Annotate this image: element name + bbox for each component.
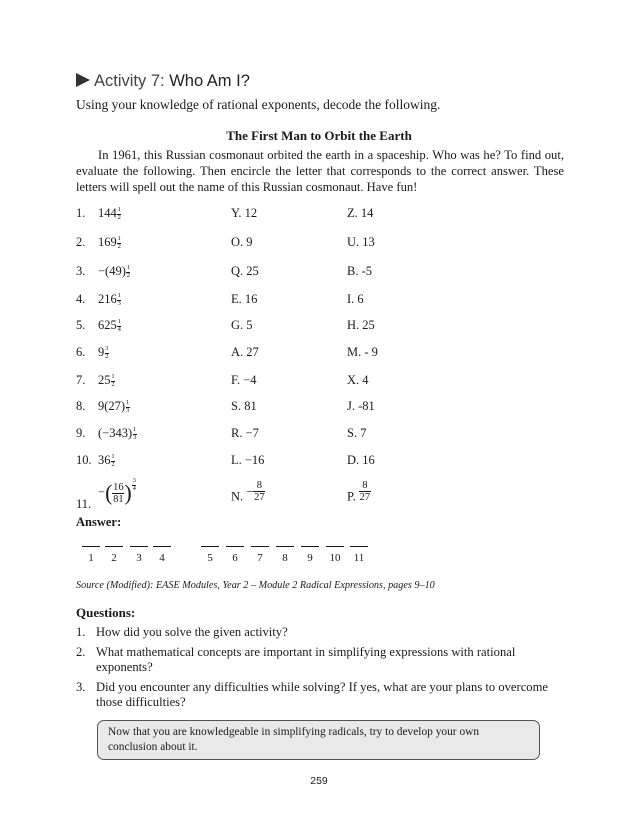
answer-blank[interactable] (105, 546, 123, 547)
expression-base: 36 (98, 453, 111, 467)
exponent-denominator: 2 (126, 272, 130, 279)
choice-b[interactable]: U. 13 (347, 235, 375, 249)
activity-title: Who Am I? (169, 72, 250, 90)
exponent-denominator: 2 (117, 243, 121, 250)
choice-numerator: 8 (256, 480, 262, 491)
conclusion-note (97, 720, 540, 760)
question-item (76, 625, 566, 640)
exponent-denominator: 2 (111, 381, 115, 388)
arrow-icon (76, 73, 90, 87)
problem-row (76, 426, 137, 441)
problem-number: 6. (76, 345, 86, 359)
exponent-numerator: 3 (105, 345, 109, 352)
exponent-numerator: 3 (132, 477, 136, 484)
problem-expression (98, 345, 109, 360)
question-text: What mathematical concepts are important in simplifying expressions with rational exponents? (96, 645, 516, 674)
problem-number: 3. (76, 264, 86, 278)
problem-expression (98, 292, 121, 307)
exponent-numerator: 1 (111, 373, 115, 380)
problem-expression (98, 264, 130, 279)
choice-b[interactable]: D. 16 (347, 453, 375, 467)
blank-number: 5 (207, 552, 213, 564)
activity-heading (76, 72, 250, 91)
exponent (117, 319, 121, 333)
source-citation: Source (Modified): EASE Modules, Year 2 – Module 2 Radical Expressions, pages 9–10 (76, 580, 435, 591)
expression-base: −(49) (98, 264, 126, 278)
choice-b[interactable]: M. - 9 (347, 345, 378, 359)
exponent-denominator: 2 (117, 214, 121, 221)
choice-a[interactable]: Q. 25 (231, 264, 259, 278)
choice-fraction (253, 480, 265, 503)
problem-row (76, 399, 130, 414)
problem-number: 9. (76, 426, 86, 440)
choice-a[interactable]: F. −4 (231, 373, 257, 387)
puzzle-subtitle: The First Man to Orbit the Earth (226, 128, 412, 143)
minus-sign: − (98, 485, 106, 499)
answer-blank[interactable] (82, 546, 100, 547)
answer-blank[interactable] (226, 546, 244, 547)
fraction-numerator: 16 (113, 481, 124, 493)
choice-a[interactable]: R. −7 (231, 426, 259, 440)
problem-expression (98, 453, 115, 468)
problem-number: 11. (76, 497, 92, 511)
choice-b[interactable]: H. 25 (347, 318, 375, 332)
note-text: Now that you are knowledgeable in simplifying radicals, try to develop your own conclusion about it. (108, 726, 480, 753)
problem-row (76, 292, 121, 307)
activity-number: Activity 7: (94, 72, 165, 90)
problem-expression (98, 399, 130, 414)
exponent (117, 207, 121, 221)
blank-number: 4 (159, 552, 165, 564)
exponent-numerator: 1 (117, 206, 121, 213)
answer-blank[interactable] (350, 546, 368, 547)
exponent-denominator: 3 (133, 434, 137, 441)
blank-number: 2 (111, 552, 117, 564)
choice-a[interactable]: A. 27 (231, 345, 259, 359)
answer-label: Answer: (76, 515, 122, 529)
problem-number: 4. (76, 292, 86, 306)
problem-number: 10. (76, 453, 92, 467)
fraction-denominator: 81 (113, 493, 124, 505)
exponent (105, 346, 109, 360)
problem-row (76, 453, 115, 468)
questions-title: Questions: (76, 605, 136, 620)
exponent (117, 293, 121, 307)
choice-a[interactable]: G. 5 (231, 318, 253, 332)
exponent-denominator: 3 (117, 300, 121, 307)
question-item (76, 680, 566, 710)
exponent-numerator: 1 (117, 235, 121, 242)
choice-b[interactable]: I. 6 (347, 292, 364, 306)
choice-b[interactable]: J. -81 (347, 399, 375, 413)
intro-paragraph: In 1961, this Russian cosmonaut orbited the earth in a spaceship. Who was he? To find out, evaluate the following. Then encircle the letter that corresponds to the correct answer. These letters will spell out the name of this Russian cosmonaut. Have fun! (76, 148, 564, 194)
blank-number: 1 (88, 552, 94, 564)
problem-expression (98, 318, 121, 333)
exponent (126, 265, 130, 279)
expression-base: 25 (98, 373, 111, 387)
exponent (133, 427, 137, 441)
expression-base: 9(27) (98, 399, 126, 413)
problem-row (76, 235, 121, 250)
exponent-numerator: 1 (111, 453, 115, 460)
choice-fraction (359, 480, 371, 503)
problem-expression (98, 373, 115, 388)
exponent (117, 236, 121, 250)
exponent-denominator: 2 (111, 461, 115, 468)
problem-row (76, 345, 109, 360)
problem-row (76, 373, 115, 388)
exponent-denominator: 4 (132, 485, 136, 492)
instruction-text: Using your knowledge of rational exponents, decode the following. (76, 97, 441, 112)
answer-blank[interactable] (201, 546, 219, 547)
question-item (76, 645, 566, 675)
question-number: 2. (76, 645, 86, 659)
problem-row (76, 318, 121, 333)
blank-number: 6 (232, 552, 238, 564)
choice-a[interactable]: L. −16 (231, 453, 265, 467)
choice-letter: N. (231, 489, 244, 504)
blank-number: 7 (257, 552, 263, 564)
choice-b[interactable]: Z. 14 (347, 206, 374, 220)
left-paren: ( (105, 480, 113, 506)
problem-expression (98, 426, 137, 441)
blank-number: 9 (307, 552, 313, 564)
answer-blank[interactable] (153, 546, 171, 547)
exponent-numerator: 1 (117, 292, 121, 299)
question-number: 3. (76, 680, 86, 694)
choice-a[interactable]: O. 9 (231, 235, 253, 249)
answer-blank[interactable] (130, 546, 148, 547)
choice-b[interactable]: X. 4 (347, 373, 369, 387)
expression-base: 144 (98, 206, 117, 220)
exponent (126, 400, 130, 414)
choice-a[interactable]: Y. 12 (231, 206, 258, 220)
answer-blank[interactable] (276, 546, 294, 547)
exponent-denominator: 4 (117, 326, 121, 333)
exponent-denominator: 2 (105, 353, 109, 360)
expression-base: 9 (98, 345, 105, 359)
answer-blank[interactable] (301, 546, 319, 547)
problem-expression (98, 478, 136, 505)
choice-a[interactable]: E. 16 (231, 292, 258, 306)
question-text: How did you solve the given activity? (96, 625, 288, 639)
problem-number: 5. (76, 318, 86, 332)
choice-sign: − (246, 484, 254, 499)
answer-blank[interactable] (326, 546, 344, 547)
choice-b[interactable] (347, 480, 371, 504)
choice-denominator: 27 (359, 492, 371, 503)
exponent-numerator: 1 (133, 426, 137, 433)
choice-b[interactable]: S. 7 (347, 426, 367, 440)
exponent (111, 374, 115, 388)
question-number: 1. (76, 625, 86, 639)
problem-number: 8. (76, 399, 86, 413)
expression-base: 216 (98, 292, 117, 306)
problem-number: 7. (76, 373, 86, 387)
choice-denominator: 27 (254, 492, 265, 503)
blank-number: 3 (136, 552, 142, 564)
problem-number: 2. (76, 235, 86, 249)
answer-blank[interactable] (251, 546, 269, 547)
problem-expression (98, 206, 121, 221)
problem-number: 1. (76, 206, 86, 220)
exponent-denominator: 3 (125, 407, 130, 414)
problem-row (76, 206, 121, 221)
expression-base: 625 (98, 318, 117, 332)
blank-number: 8 (282, 552, 288, 564)
exponent-numerator: 1 (126, 264, 130, 271)
problem-expression (98, 235, 121, 250)
choice-numerator: 8 (362, 480, 368, 491)
page-number: 259 (310, 775, 328, 787)
exponent (111, 454, 115, 468)
exponent-numerator: 1 (125, 399, 130, 406)
problem-row (76, 478, 136, 512)
expression-base: 169 (98, 235, 117, 249)
problem-row (76, 264, 130, 279)
right-paren: ) (124, 480, 132, 506)
fraction (112, 482, 124, 505)
blank-number: 11 (353, 552, 365, 564)
question-text: Did you encounter any difficulties while solving? If yes, what are your plans to overcome those difficulties? (96, 680, 548, 709)
exponent (132, 478, 136, 492)
blank-number: 10 (329, 552, 341, 564)
choice-b[interactable]: B. -5 (347, 264, 372, 278)
expression-base: (−343) (98, 426, 133, 440)
choice-letter: P. (347, 489, 356, 504)
choice-a[interactable] (231, 480, 265, 504)
choice-a[interactable]: S. 81 (231, 399, 257, 413)
exponent-numerator: 1 (117, 318, 121, 325)
